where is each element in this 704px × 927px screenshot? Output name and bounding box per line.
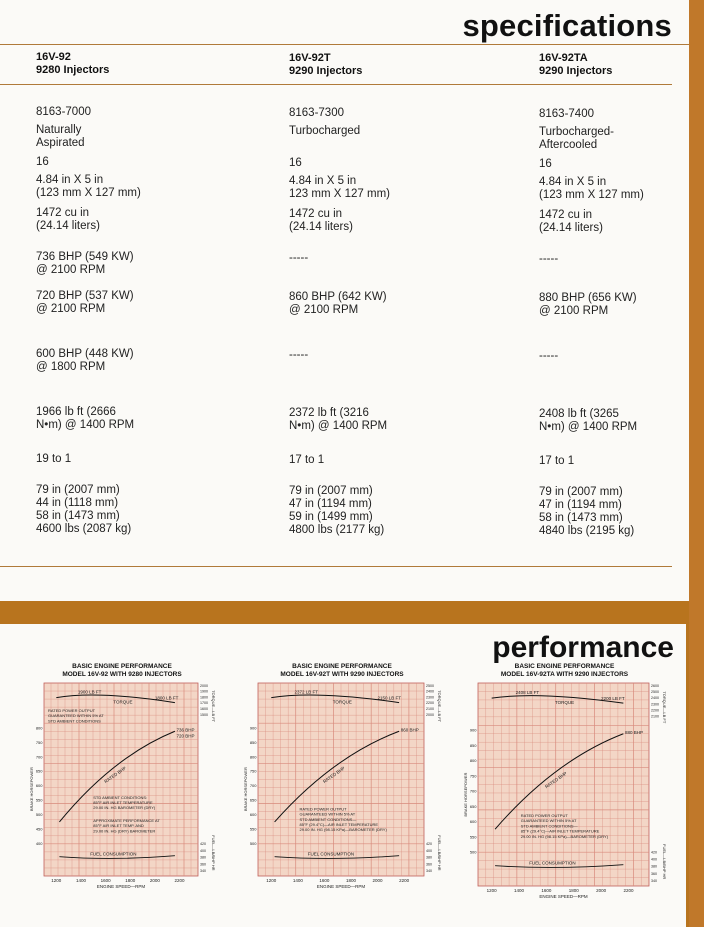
y-tick-label: 650	[249, 797, 257, 803]
x-axis-label: ENGINE SPEED—RPM	[539, 894, 588, 899]
spec-cell: Turbocharged- Aftercooled	[539, 126, 615, 151]
spec-cell: 8163-7000	[36, 106, 91, 118]
y-tick-label: 500	[249, 841, 257, 847]
x-tick-label: 2200	[174, 878, 185, 883]
y-tick-label: 550	[35, 797, 43, 803]
y-axis-label: BRAKE HORSEPOWER	[463, 772, 468, 817]
y-tick-label: 700	[249, 783, 257, 789]
chart-subtitle: MODEL 16V-92 WITH 9280 INJECTORS	[62, 671, 182, 678]
fuel-axis-label: FUEL—LB/BHP HR	[211, 835, 216, 871]
fuel-tick-label: 360	[651, 871, 657, 876]
spec-cell: Turbocharged	[289, 125, 361, 137]
fuel-consumption-label: FUEL CONSUMPTION	[307, 851, 355, 857]
y-axis-label: BRAKE HORSEPOWER	[29, 767, 34, 812]
rated-output-note: RATED POWER OUTPUT	[48, 707, 96, 713]
spec-cell: 16	[539, 158, 552, 170]
y-tick-label: 900	[249, 725, 257, 731]
torque-tick-label: 2000	[426, 712, 434, 717]
torque-tick-label: 2100	[651, 714, 659, 719]
approximate-performance-note: 29.00 IN. HG (DRY) BAROMETER	[93, 828, 156, 834]
fuel-tick-label: 340	[200, 869, 206, 874]
spec-cell: 16	[289, 157, 302, 169]
x-tick-label: 1400	[292, 878, 303, 883]
torque-peak-label: 2372 LB FT	[294, 689, 319, 695]
rated-output-note: 29.00 IN. HG (98.15 KPa)—BAROMETER (DRY)	[299, 827, 387, 833]
spec-cell: -----	[539, 350, 559, 362]
chart-plot	[242, 681, 442, 908]
fuel-tick-label: 380	[651, 864, 657, 869]
rated-output-note: 85°F (29.4°C)—AIR INLET TEMPERATURE	[299, 821, 379, 827]
rated-output-note: GUARANTEED WITHIN 5% AT	[520, 818, 577, 824]
spec-cell: -----	[539, 253, 559, 265]
x-tick-label: 1200	[266, 878, 277, 883]
spec-cell: 736 BHP (549 KW) @ 2100 RPM	[36, 251, 134, 276]
spec-cell: 8163-7300	[289, 107, 344, 119]
fuel-tick-label: 380	[200, 855, 206, 860]
column-injectors: 9280 Injectors	[36, 64, 110, 76]
y-tick-label: 400	[35, 841, 43, 847]
spec-cell: 880 BHP (656 KW) @ 2100 RPM	[539, 292, 637, 317]
column-model: 16V-92T	[289, 52, 331, 64]
bhp-end-label: 736 BHP	[176, 727, 195, 733]
fuel-tick-label: 400	[651, 857, 657, 862]
torque-tick-label: 2200	[426, 701, 434, 706]
chart-title: BASIC ENGINE PERFORMANCE	[72, 663, 172, 670]
spec-cell: 1472 cu in (24.14 liters)	[539, 209, 603, 234]
fuel-tick-label: 400	[426, 848, 432, 853]
x-tick-label: 1600	[100, 878, 111, 883]
bhp-curve-label: RATED BHP	[103, 765, 127, 785]
spec-cell: 17 to 1	[289, 454, 325, 466]
torque-tick-label: 2500	[426, 683, 434, 688]
fuel-tick-label: 400	[200, 848, 206, 853]
fuel-tick-label: 340	[426, 869, 432, 874]
rated-output-note: STD AMBIENT CONDITIONS—	[299, 816, 357, 822]
spec-cell: 1472 cu in (24.14 liters)	[36, 207, 100, 232]
spec-cell: 2372 lb ft (3216 N•m) @ 1400 RPM	[289, 407, 388, 432]
spec-cell: 16	[36, 156, 49, 168]
x-tick-label: 1600	[541, 888, 552, 893]
performance-chart	[462, 663, 667, 918]
x-tick-label: 1400	[514, 888, 525, 893]
torque-end-label: 2150 LB FT	[377, 695, 402, 701]
chart-subtitle: MODEL 16V-92TA WITH 9290 INJECTORS	[500, 671, 629, 678]
bhp-end-label: 880 BHP	[625, 729, 644, 735]
fuel-consumption-label: FUEL CONSUMPTION	[90, 851, 137, 857]
column-model: 16V-92TA	[539, 52, 588, 64]
bhp-curve-label: RATED BHP	[322, 765, 346, 785]
torque-tick-label: 1900	[200, 689, 208, 694]
bhp-curve-label: RATED BHP	[544, 770, 568, 790]
torque-tick-label: 2200	[651, 708, 659, 713]
fuel-tick-label: 380	[426, 855, 432, 860]
fuel-tick-label: 420	[651, 850, 657, 855]
x-tick-label: 2000	[596, 888, 607, 893]
rated-output-note: 29.00 IN. HG (98.15 KPa)—BAROMETER (DRY)	[520, 833, 609, 839]
chart-subtitle: MODEL 16V-92T WITH 9290 INJECTORS	[280, 671, 404, 678]
bhp-end-label: 860 BHP	[400, 727, 419, 733]
column-head-rule	[0, 84, 672, 85]
y-tick-label: 800	[249, 754, 257, 760]
x-tick-label: 1200	[51, 878, 62, 883]
rated-output-note: RATED POWER OUTPUT	[299, 806, 347, 812]
y-tick-label: 900	[469, 727, 477, 733]
fuel-axis-label: FUEL—LB/BHP HR	[662, 843, 667, 880]
torque-end-label: 2200 LB FT	[601, 696, 625, 702]
x-tick-label: 1400	[75, 878, 86, 883]
chart-title: BASIC ENGINE PERFORMANCE	[292, 663, 392, 670]
spec-cell: -----	[289, 252, 309, 264]
column-injectors: 9290 Injectors	[539, 65, 613, 77]
torque-end-label: 1800 LB FT	[154, 695, 179, 701]
y-tick-label: 500	[469, 849, 477, 855]
torque-peak-label: 2408 LB FT	[515, 690, 540, 696]
y-tick-label: 650	[35, 768, 43, 774]
y-tick-label: 650	[469, 803, 477, 809]
y-tick-label: 450	[35, 826, 43, 832]
spec-cell: 79 in (2007 mm) 44 in (1118 mm) 58 in (1473 mm) 4600 lbs (2087 kg)	[36, 484, 132, 535]
spec-cell: 17 to 1	[539, 455, 575, 467]
rated-output-note: STD AMBIENT CONDITIONS—	[520, 823, 578, 829]
y-tick-label: 600	[469, 819, 477, 825]
torque-axis-label: TORQUE—LB FT	[662, 691, 667, 724]
y-tick-label: 800	[469, 758, 477, 764]
x-axis-label: ENGINE SPEED—RPM	[96, 884, 146, 889]
y-tick-label: 800	[35, 725, 43, 731]
x-tick-label: 1200	[486, 888, 497, 893]
performance-chart	[242, 663, 442, 908]
fuel-tick-label: 340	[651, 878, 657, 883]
torque-tick-label: 2600	[651, 684, 659, 689]
torque-tick-label: 1700	[200, 701, 208, 706]
spec-cell: 19 to 1	[36, 453, 72, 465]
torque-tick-label: 2000	[200, 683, 208, 688]
spec-cell: 1966 lb ft (2666 N•m) @ 1400 RPM	[36, 406, 135, 431]
ambient-conditions-note: 29.00 IN. HG BAROMETER (DRY)	[93, 805, 156, 811]
y-tick-label: 750	[35, 739, 43, 745]
fuel-tick-label: 360	[426, 862, 432, 867]
torque-axis-label: TORQUE—LB FT	[211, 690, 216, 723]
x-tick-label: 2000	[149, 878, 160, 883]
y-tick-label: 700	[469, 788, 477, 794]
torque-tick-label: 1600	[200, 707, 208, 712]
torque-tick-label: 2500	[651, 690, 659, 695]
torque-tick-label: 1500	[200, 712, 208, 717]
rated-output-note: RATED POWER OUTPUT	[520, 812, 568, 818]
fuel-tick-label: 420	[200, 842, 206, 847]
table-bottom-rule	[0, 566, 672, 567]
fuel-consumption-label: FUEL CONSUMPTION	[529, 860, 576, 866]
y-tick-label: 550	[249, 826, 257, 832]
x-axis-label: ENGINE SPEED—RPM	[316, 884, 366, 889]
spec-cell: Naturally Aspirated	[36, 124, 85, 149]
y-tick-label: 700	[35, 754, 43, 760]
spec-cell: 1472 cu in (24.14 liters)	[289, 208, 353, 233]
ambient-conditions-note: 85°F AIR INLET TEMPERATURE	[93, 800, 153, 805]
rated-output-note: GUARANTEED WITHIN 5% AT	[299, 811, 356, 817]
spec-cell: 4.84 in X 5 in 123 mm X 127 mm)	[289, 175, 390, 200]
torque-tick-label: 2400	[426, 689, 434, 694]
header-rule	[0, 44, 689, 45]
y-tick-label: 850	[469, 742, 477, 748]
spec-cell: 4.84 in X 5 in (123 mm X 127 mm)	[539, 176, 644, 201]
column-injectors: 9290 Injectors	[289, 65, 363, 77]
x-tick-label: 2000	[372, 878, 383, 883]
y-tick-label: 750	[249, 768, 257, 774]
x-tick-label: 2200	[399, 878, 410, 883]
rated-output-note: GUARANTEED WITHIN 5% AT	[48, 713, 104, 719]
bhp-end-label: 720 BHP	[176, 733, 195, 739]
y-axis-label: BRAKE HORSEPOWER	[243, 767, 248, 812]
torque-label: TORQUE	[113, 699, 133, 705]
spec-cell: 4.84 in X 5 in (123 mm X 127 mm)	[36, 174, 141, 199]
spec-cell: 79 in (2007 mm) 47 in (1194 mm) 58 in (1473 mm) 4840 lbs (2195 kg)	[539, 486, 635, 537]
performance-title: performance	[492, 631, 674, 664]
torque-tick-label: 2100	[426, 707, 434, 712]
chart-plot	[462, 681, 667, 918]
column-model: 16V-92	[36, 51, 71, 63]
torque-tick-label: 2400	[651, 696, 659, 701]
x-tick-label: 1800	[125, 878, 136, 883]
torque-tick-label: 2300	[651, 702, 659, 707]
y-tick-label: 550	[469, 834, 477, 840]
x-tick-label: 1800	[345, 878, 356, 883]
torque-tick-label: 1800	[200, 695, 208, 700]
fuel-tick-label: 360	[200, 862, 206, 867]
spec-cell: 860 BHP (642 KW) @ 2100 RPM	[289, 291, 387, 316]
y-tick-label: 850	[249, 739, 257, 745]
specifications-title: specifications	[462, 8, 672, 43]
rated-output-note: STD AMBIENT CONDITIONS	[48, 718, 101, 724]
performance-chart	[28, 663, 216, 908]
x-tick-label: 2200	[623, 888, 634, 893]
torque-label: TORQUE	[332, 699, 352, 705]
fuel-axis-label: FUEL—LB/BHP HR	[437, 835, 442, 871]
torque-tick-label: 2300	[426, 695, 434, 700]
spec-cell: -----	[289, 349, 309, 361]
rated-output-note: 85°F (29.4°C)—AIR INLET TEMPERATURE	[520, 828, 600, 834]
chart-plot	[28, 681, 216, 908]
y-tick-label: 600	[249, 812, 257, 818]
torque-axis-label: TORQUE—LB FT	[437, 690, 442, 723]
chart-title: BASIC ENGINE PERFORMANCE	[514, 663, 615, 670]
spec-cell: 720 BHP (537 KW) @ 2100 RPM	[36, 290, 134, 315]
spec-cell: 8163-7400	[539, 108, 594, 120]
column-header	[539, 52, 612, 78]
ambient-conditions-note: STD AMBIENT CONDITIONS:	[93, 794, 148, 800]
x-tick-label: 1800	[568, 888, 579, 893]
spec-cell: 2408 lb ft (3265 N•m) @ 1400 RPM	[539, 408, 638, 433]
x-tick-label: 1600	[319, 878, 330, 883]
approximate-performance-note: APPROXIMATE PERFORMANCE AT	[93, 817, 160, 823]
y-tick-label: 600	[35, 783, 43, 789]
approximate-performance-note: 85°F AIR INLET TEMP. AND	[93, 823, 144, 829]
y-tick-label: 500	[35, 812, 43, 818]
torque-label: TORQUE	[554, 700, 575, 706]
torque-peak-label: 1900 LB FT	[77, 689, 102, 695]
page-edge	[689, 0, 704, 927]
spec-cell: 79 in (2007 mm) 47 in (1194 mm) 59 in (1499 mm) 4800 lbs (2177 kg)	[289, 485, 385, 536]
fuel-tick-label: 420	[426, 842, 432, 847]
column-header	[289, 52, 362, 78]
spec-cell: 600 BHP (448 KW) @ 1800 RPM	[36, 348, 134, 373]
column-header	[36, 51, 109, 77]
y-tick-label: 750	[469, 773, 477, 779]
